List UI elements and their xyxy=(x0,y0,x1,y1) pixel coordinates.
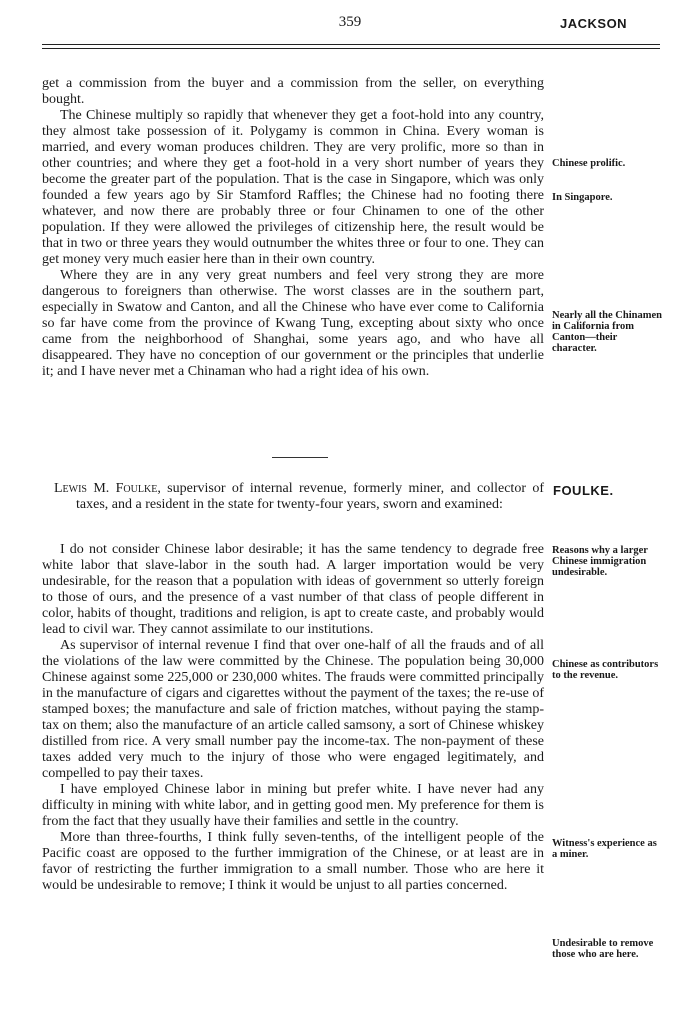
paragraph: The Chinese multiply so rapidly that whenever they get a foot-hold into any country, they almost take possession of it. Polygamy is common in China. Every woman is married, and every woman produces children. They are very prolific, more so than in other countries; and where they get a foot-hold in a very short number of years they become the greater part of the population. That is the case in Singapore, which was only founded a few years ago by Sir Stamford Raffles; the Chinese had no footing there whatever, and now there are probably three or four Chinamen to one of the other population. If they were allowed the privileges of citizenship here, the result would be that in two or three years they would outnumber the whites three or four to one. They can get money very much easier here than in their own country. xyxy=(42,108,544,267)
testimony-block-foulke xyxy=(42,542,544,894)
sidenote-canton: Nearly all the Chinamen in California from Canton—their character. xyxy=(552,310,662,354)
testimony-block-jackson xyxy=(42,76,544,380)
sidenote-contributors: Chinese as contributors to the revenue. xyxy=(552,659,659,681)
section-separator xyxy=(272,457,328,458)
paragraph: Where they are in any very great numbers and feel very strong they are more dangerous to foreigners than otherwise. The worst classes are in the southern part, especially in Swatow and Canton, and all the Chinese who have ever come to California so far have come from the province of Kwang Tung, excepting about sixty who once came from the neighborhood of Shanghai, some years ago, and who have all disappeared. They have no conception of our government or the principles that underlie it; and I have never met a Chinaman who had a right idea of his own. xyxy=(42,268,544,379)
sidenote-remove: Undesirable to remove those who are here. xyxy=(552,938,654,960)
witness-name-label: FOULKE. xyxy=(553,483,614,498)
running-head: JACKSON xyxy=(560,16,628,31)
header-rule-top xyxy=(42,44,660,45)
header-rule-bottom xyxy=(42,48,660,49)
paragraph: get a commission from the buyer and a commission from the seller, on everything bought. xyxy=(42,76,544,107)
sidenote-reasons: Reasons why a larger Chinese immigration undesirable. xyxy=(552,545,648,578)
sidenote-singapore: In Singapore. xyxy=(552,192,613,203)
witness-intro-paragraph xyxy=(42,481,544,513)
paragraph: I do not consider Chinese labor desirable; it has the same tendency to degrade free white labor that slave-labor in the south had. A larger importation would be very undesirable, for the reason that a population with ideas of government so utterly foreign to those of ours, and the presence of a vast number of that class of people different in color, habits of thought, traditions and religion, is apt to create caste, and probably would lead to civil war. They cannot assimilate to our institutions. xyxy=(42,542,544,637)
witness-heading xyxy=(42,481,544,513)
sidenote-chinese-prolific: Chinese prolific. xyxy=(552,158,626,169)
witness-intro: , supervisor of internal revenue, formerly miner, and collector of taxes, and a resident in the state for twenty-four years, sworn and examined: xyxy=(76,481,544,512)
paragraph: More than three-fourths, I think fully seven-tenths, of the intelligent people of the Pacific coast are opposed to the further immigration of the Chinese, or at least are in favor of restricting the further immigration to a small number. Those who are here it would be undesirable to remove; I think it would be unjust to all parties concerned. xyxy=(42,830,544,893)
page-number: 359 xyxy=(338,14,362,30)
paragraph: As supervisor of internal revenue I find that over one-half of all the frauds and of all the violations of the law were committed by the Chinese. The population being 30,000 Chinese against some 225,000 or 230,000 whites. The frauds were committed principally in the manufacture of cigars and cigarettes without the payment of the taxes; the re-use of stamped boxes; the manufacture and sale of friction matches, without paying the stamp-tax on them; also the manufacture of an article called samsony, a sort of Chinese whiskey distilled from rice. A very small number pay the income-tax. The non-payment of these taxes added very much to the injury of those who were engaged legitimately, and compelled to pay their taxes. xyxy=(42,638,544,781)
witness-name: Lewis M. Foulke xyxy=(54,481,158,496)
paragraph: I have employed Chinese labor in mining but prefer white. I have never had any difficulty in mining with white labor, and in getting good men. My preference for them is from the fact that they usually have their families and settle in the country. xyxy=(42,782,544,829)
sidenote-experience: Witness's experience as a miner. xyxy=(552,838,657,860)
